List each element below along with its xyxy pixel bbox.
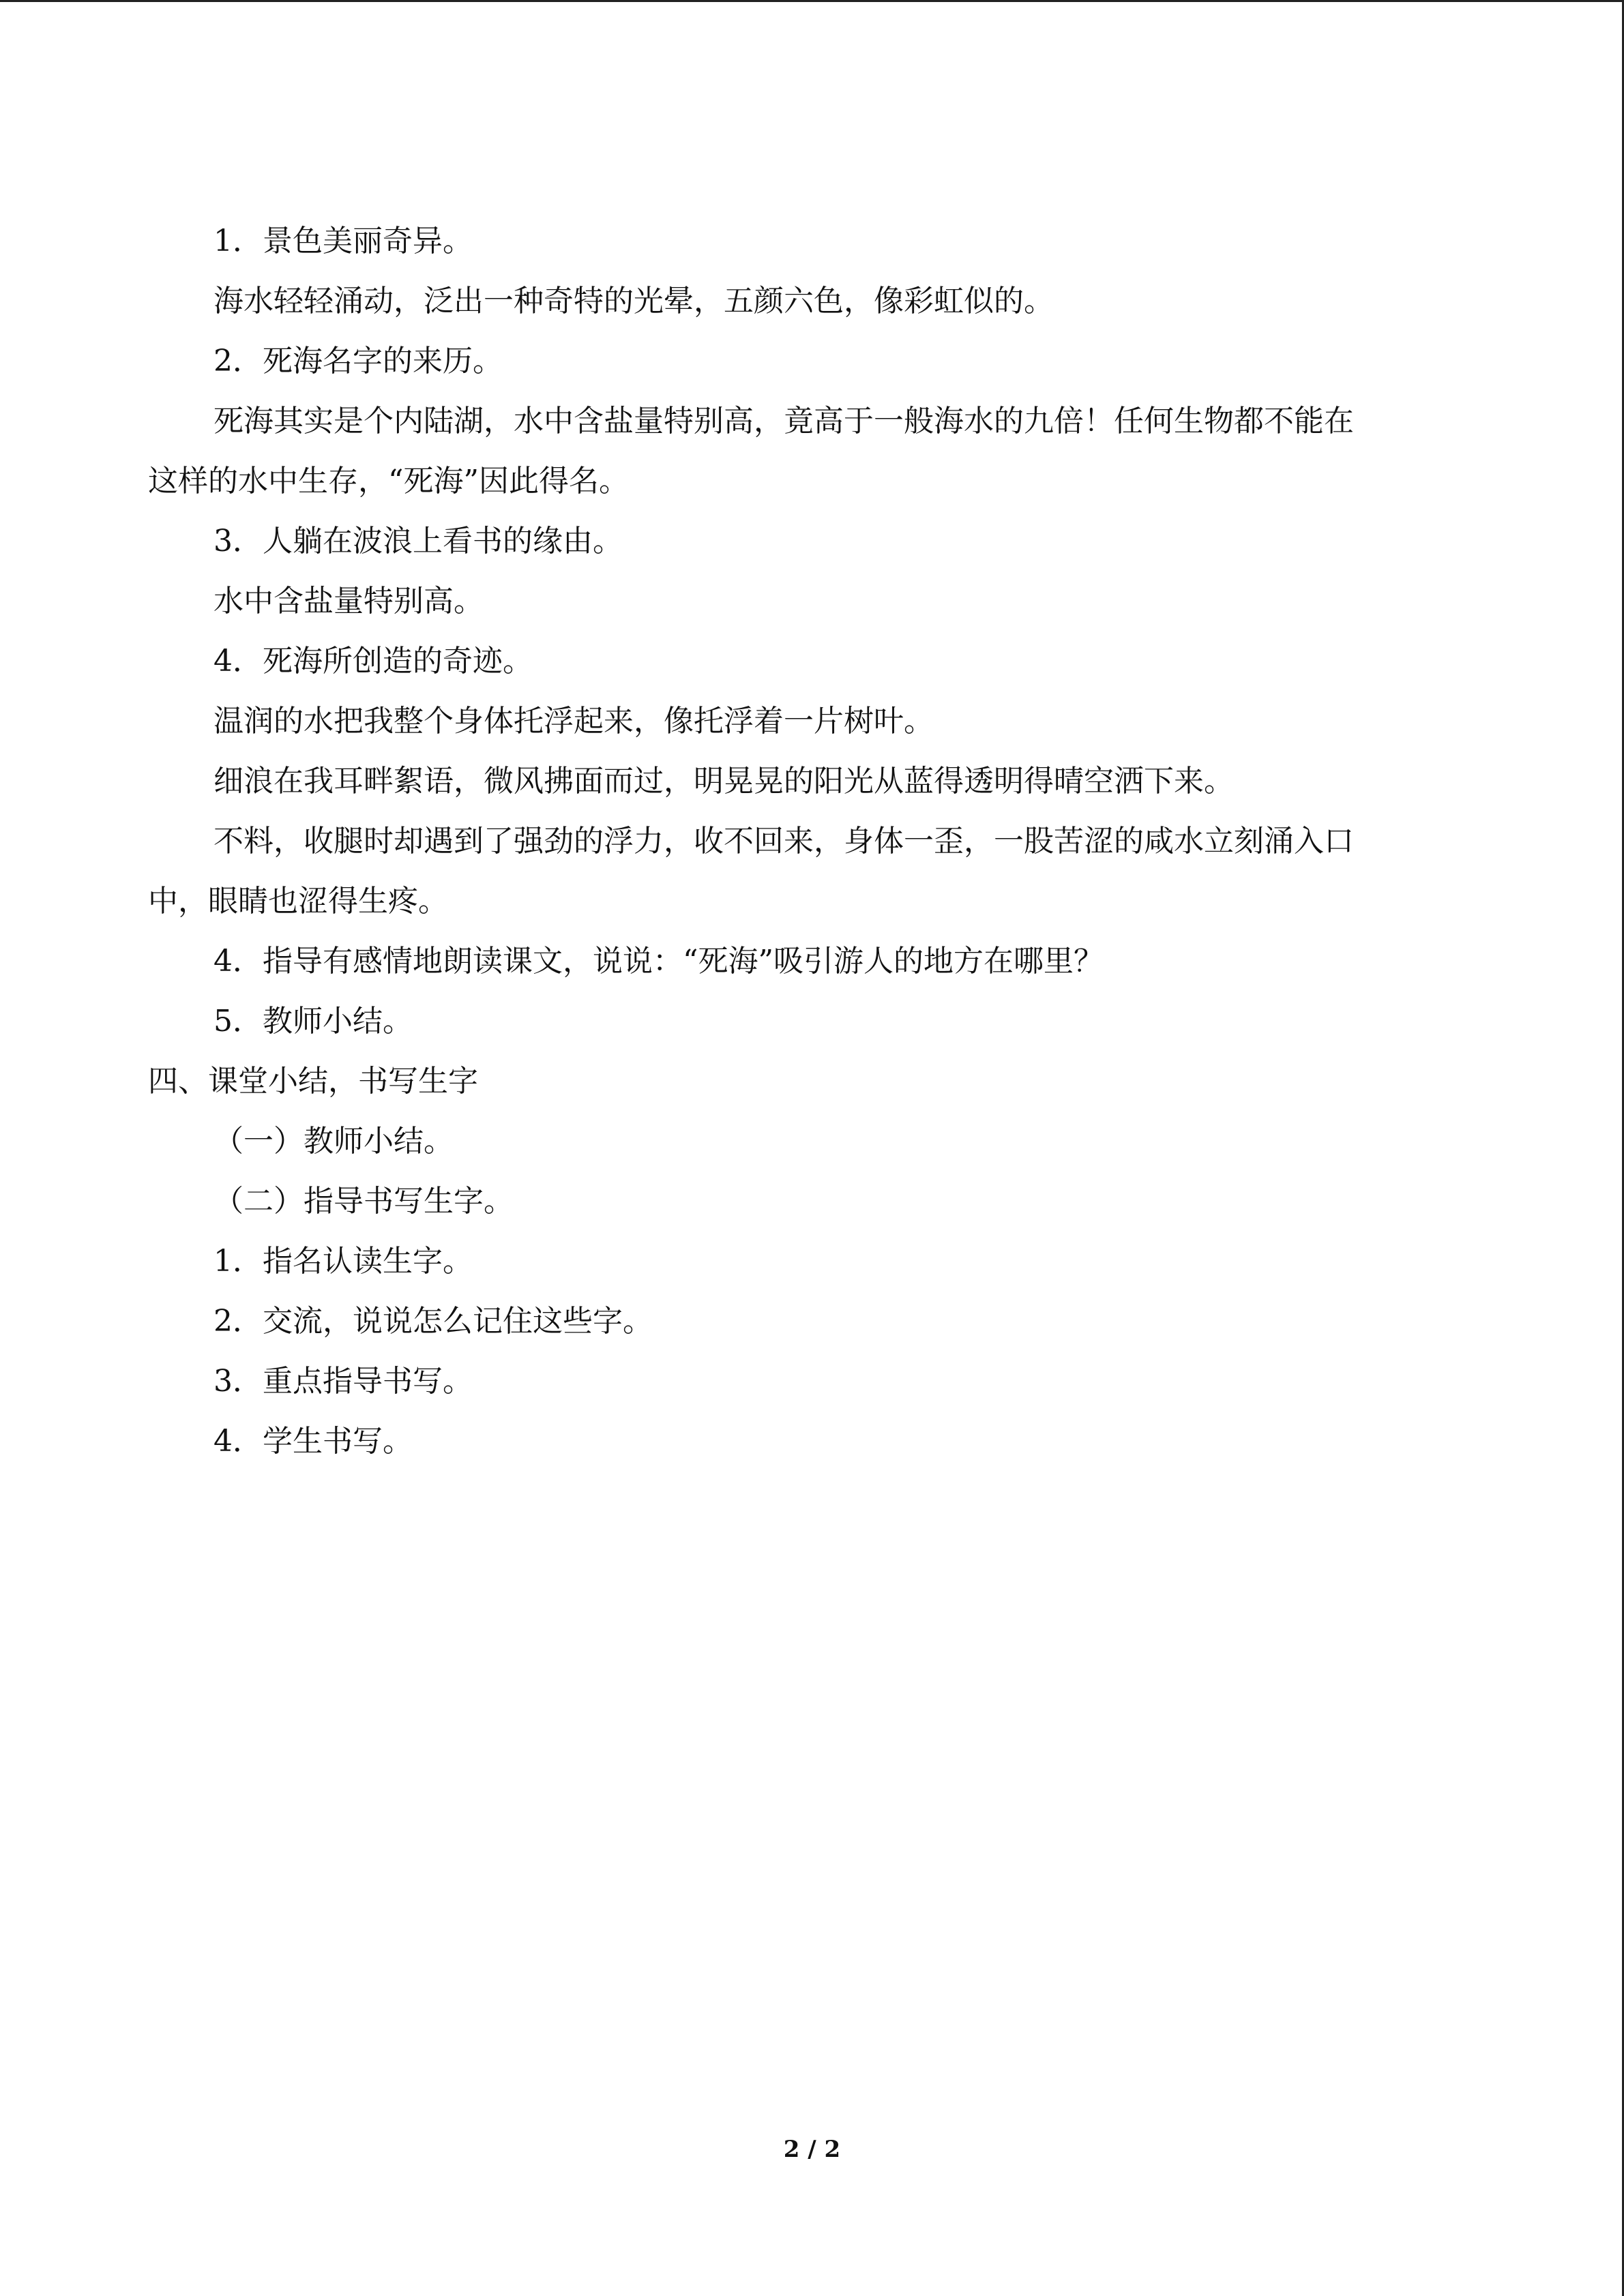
paragraph-line: 3．重点指导书写。 [213, 1364, 473, 1399]
subsection-heading: （一）教师小结。 [213, 1124, 454, 1159]
section-heading: 四、课堂小结，书写生字 [148, 1064, 478, 1099]
paragraph-line: 3．人躺在波浪上看书的缘由。 [213, 524, 623, 558]
subsection-heading: （二）指导书写生字。 [213, 1184, 514, 1219]
paragraph-line: 不料，收腿时却遇到了强劲的浮力，收不回来，身体一歪，一股苦涩的咸水立刻涌入口 [213, 824, 1354, 859]
paragraph-line: 2．交流，说说怎么记住这些字。 [213, 1304, 653, 1339]
paragraph-line: 温润的水把我整个身体托浮起来，像托浮着一片树叶。 [213, 704, 934, 739]
paragraph-line: 细浪在我耳畔絮语，微风拂面而过，明晃晃的阳光从蓝得透明得晴空洒下来。 [213, 764, 1234, 799]
paragraph-line: 2．死海名字的来历。 [213, 344, 503, 378]
paragraph-line: 这样的水中生存，“死海”因此得名。 [148, 464, 629, 498]
paragraph-line: 4．指导有感情地朗读课文，说说：“死海”吸引游人的地方在哪里？ [213, 944, 1104, 979]
paragraph-line: 中，眼睛也涩得生疼。 [148, 884, 448, 919]
paragraph-line: 4．死海所创造的奇迹。 [213, 644, 533, 679]
paragraph-line: 1．指名认读生字。 [213, 1244, 473, 1279]
paragraph-line: 海水轻轻涌动，泛出一种奇特的光晕，五颜六色，像彩虹似的。 [213, 284, 1054, 318]
paragraph-line: 水中含盐量特别高。 [213, 584, 484, 618]
page-number: 2 / 2 [783, 2136, 841, 2163]
paragraph-line: 4．学生书写。 [213, 1424, 413, 1459]
paragraph-line: 死海其实是个内陆湖，水中含盐量特别高，竟高于一般海水的九倍！任何生物都不能在 [213, 404, 1354, 438]
page-border-top [0, 0, 1624, 2]
document-body [148, 211, 1464, 1472]
paragraph-line: 1．景色美丽奇异。 [213, 224, 473, 258]
paragraph-line: 5．教师小结。 [213, 1004, 413, 1039]
